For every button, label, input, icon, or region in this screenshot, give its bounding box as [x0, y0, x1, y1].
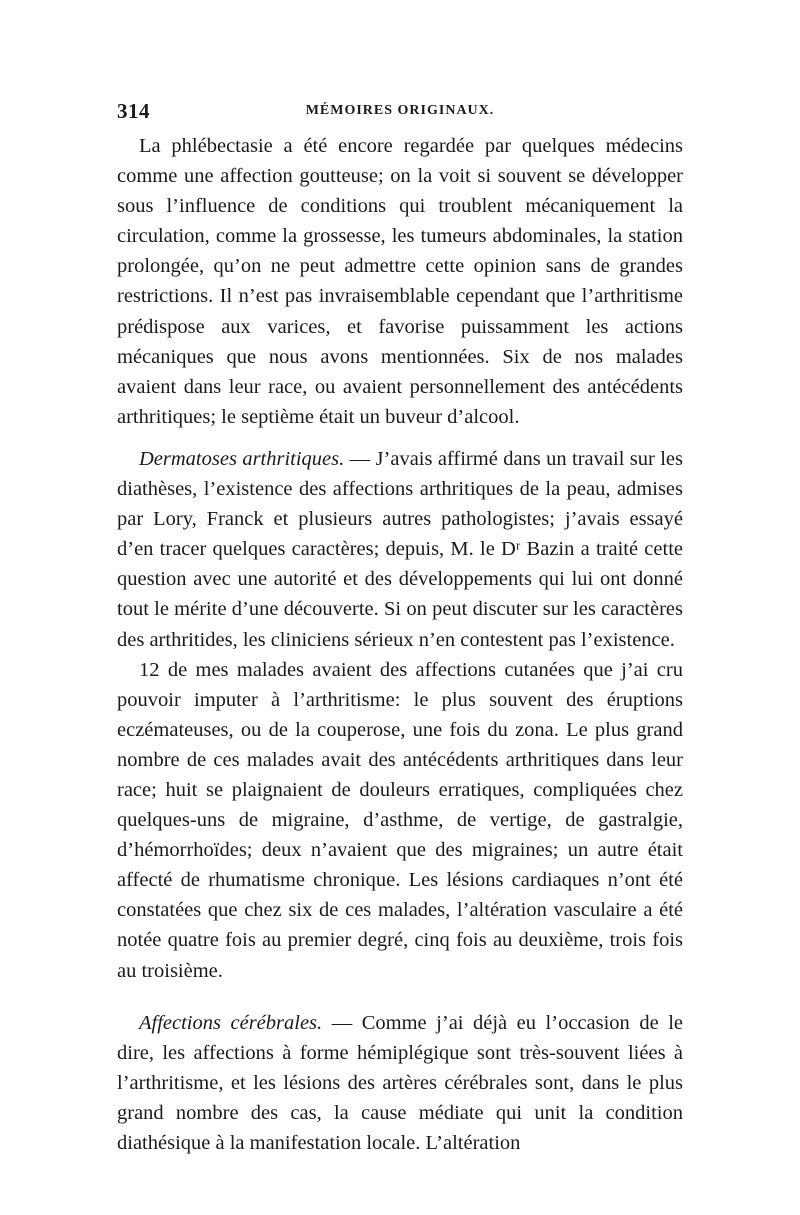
page-number: 314 [117, 99, 150, 123]
paragraph-text: La phlébectasie a été encore regardée par quelques médecins comme une affection goutteuse; on la voit si souvent se développer sous l’influence de conditions qui troublent mécaniquement la circulation, comme la grossesse, les tumeurs abdominales, la station prolongée, qu’on ne peut admettre cette opinion sans de grandes restrictions. Il n’est pas invraisemblable cependant que l’arthritisme prédispose aux varices, et favorise puissamment les actions mécaniques que nous avons mentionnées. Six de nos malades avaient dans leur race, ou avaient personnellement des antécédents arthritiques; le septième était un buveur d’alcool. [117, 135, 683, 428]
paragraph-affections-cerebrales [117, 1008, 683, 1158]
paragraph-malades-affections-cutanees [117, 655, 683, 986]
section-title-affections-cerebrales: Affections cérébrales. [139, 1011, 323, 1034]
paragraph-text: — Comme j’ai déjà eu l’occasion de le dire, les affections à forme hémiplégique sont très-souvent liées à l’arthritisme, et les lésions des artères cérébrales sont, dans le plus grand nombre des cas, la cause médiate qui unit la condition diathésique à la manifestation locale. L’altération [117, 1011, 684, 1154]
paragraph-phlebectasie [117, 131, 683, 432]
paragraph-dermatoses [117, 444, 683, 655]
running-title: MÉMOIRES ORIGINAUX. [305, 103, 495, 118]
paragraph-text: — J’avais affirmé dans un travail sur les diathèses, l’existence des affections arthritiques de la peau, admises par Lory, Franck et plusieurs autres pathologistes; j’avais essayé d’en tracer quelques caractères; depuis, M. le Dʳ Bazin a traité cette question avec une autorité et des développements qui lui ont donné tout le mérite d’une découverte. Si on peut discuter sur les caractères des arthritides, les cliniciens sérieux n’en contestent pas l’existence. [117, 447, 684, 651]
body-text [117, 131, 683, 1158]
paragraph-text: 12 de mes malades avaient des affections cutanées que j’ai cru pouvoir imputer à l’arthritisme: le plus souvent des éruptions eczémateuses, ou de la couperose, une fois du zona. Le plus grand nombre de ces malades avait des antécédents arthritiques dans leur race; huit se plaignaient de douleurs erratiques, compliquées chez quelques-uns de migraine, d’asthme, de vertige, de gastralgie, d’hémorrhoïdes; deux n’avaient que des migraines; un autre était affecté de rhumatisme chronique. Les lésions cardiaques n’ont été constatées que chez six de ces malades, l’altération vasculaire a été notée quatre fois au premier degré, cinq fois au deuxième, trois fois au troisième. [117, 658, 683, 982]
section-title-dermatoses: Dermatoses arthritiques. [139, 447, 345, 470]
page-header [117, 99, 683, 123]
